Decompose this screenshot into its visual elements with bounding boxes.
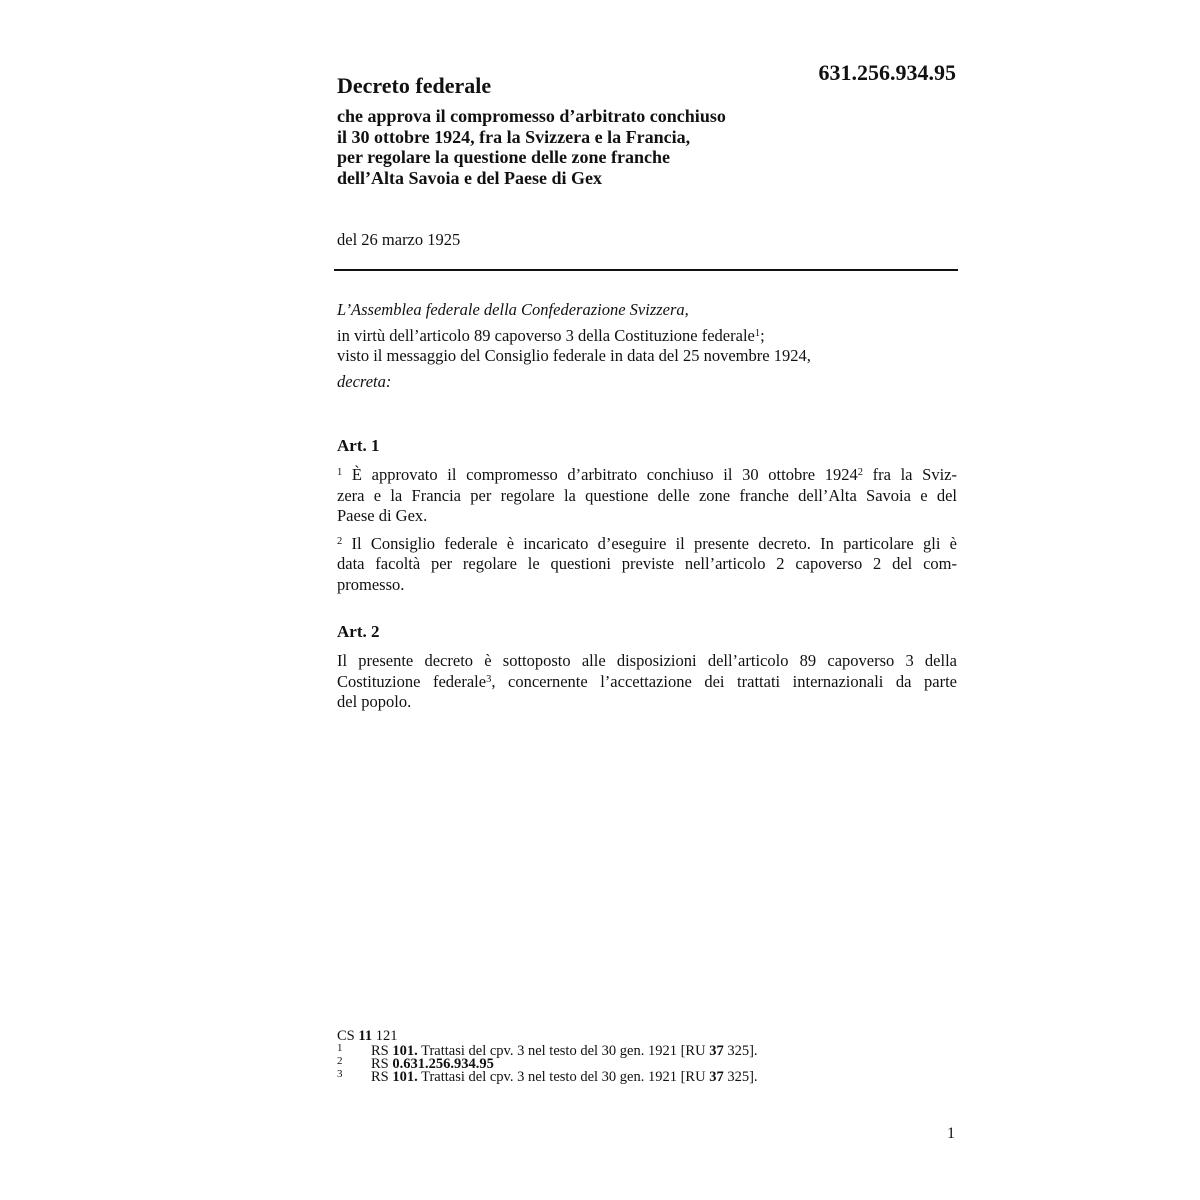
source-page: 121 (372, 1028, 398, 1044)
paragraph-line (337, 465, 957, 486)
paragraph-line: del popolo. (337, 692, 412, 711)
paragraph-number: 1 (337, 467, 343, 478)
line-text: fra la Sviz- (862, 465, 957, 484)
subtitle-line: che approva il compromesso d’arbitrato conchiuso (337, 106, 726, 126)
line-text: Costituzione federale (337, 671, 487, 691)
paragraph-line (337, 534, 957, 555)
footnote-item: 1 RS 101. Trattasi del cpv. 3 nel testo del 30 gen. 1921 [RU 37 325]. (337, 1042, 758, 1059)
article-heading: Art. 1 (337, 436, 380, 455)
document-title: Decreto federale (337, 73, 492, 98)
document-subtitle (337, 106, 726, 188)
footnote-text: 325]. (723, 1043, 758, 1059)
paragraph-line: zera e la Francia per regolare la questione delle zone franche dell’Alta Savoia e del (337, 485, 957, 505)
header-divider (334, 269, 958, 271)
preamble-decree: decreta: (337, 371, 392, 391)
paragraph-number: 2 (337, 535, 343, 547)
footnote-ref[interactable]: 2 (857, 467, 863, 478)
line-text: , concernente l’accettazione dei trattati internazionali da parte (491, 671, 957, 691)
article-1 (337, 436, 957, 602)
sr-number: 631.256.934.95 (818, 60, 956, 85)
paragraph-line: Paese di Gex. (337, 506, 428, 525)
footnote-item: 3 RS 101. Trattasi del cpv. 3 nel testo del 30 gen. 1921 [RU 37 325]. (337, 1068, 758, 1085)
footnote-prefix: RS (371, 1043, 393, 1059)
footnote-item: 2 RS 0.631.256.934.95 (337, 1055, 494, 1072)
footnote-text: Trattasi del cpv. 3 nel testo del 30 gen. 1921 [RU (417, 1043, 710, 1059)
footnote-volume: 37 (709, 1069, 724, 1085)
line-text: È approvato il compromesso d’arbitrato conchiuso il 30 ottobre 1924 (342, 465, 858, 484)
subtitle-line: dell’Alta Savoia e del Paese di Gex (337, 167, 602, 188)
document-date: del 26 marzo 1925 (337, 230, 461, 249)
subtitle-line: per regolare la questione delle zone franche (337, 147, 670, 167)
footnote-prefix: RS (371, 1069, 393, 1085)
article-paragraph (337, 465, 957, 527)
source-prefix: CS (337, 1028, 359, 1044)
article-2 (337, 622, 957, 720)
article-heading: Art. 2 (337, 622, 380, 641)
footnote-volume: 37 (709, 1043, 724, 1059)
footnote-ref[interactable]: 3 (486, 673, 492, 685)
paragraph-line: data facoltà per regolare le questioni previste nell’articolo 2 capoverso 2 del com- (337, 554, 957, 573)
footnote-ref[interactable]: 1 (754, 327, 761, 339)
preamble-basis-2: visto il messaggio del Consiglio federale in data del 25 novembre 1924, (337, 346, 811, 365)
footnote-text: Trattasi del cpv. 3 nel testo del 30 gen. 1921 [RU (417, 1069, 710, 1085)
source-volume: 11 (358, 1028, 373, 1044)
preamble-basis-1-text: in virtù dell’articolo 89 capoverso 3 della Costituzione federale (337, 325, 755, 345)
footnote-ref-number[interactable]: 101. (392, 1069, 418, 1085)
preamble-assembly: L’Assemblea federale della Confederazione Svizzera, (337, 300, 689, 319)
line-text: Il Consiglio federale è incaricato d’eseguire il presente decreto. In particolare gli è (342, 533, 957, 553)
paragraph-line: Il presente decreto è sottoposto alle disposizioni dell’articolo 89 capoverso 3 della (337, 651, 957, 670)
footnote-prefix: RS (371, 1056, 393, 1072)
preamble-basis-1 (337, 326, 957, 347)
article-paragraph (337, 651, 957, 713)
footnotes (337, 1028, 957, 1084)
page-number: 1 (947, 1125, 955, 1142)
preamble (337, 300, 957, 392)
subtitle-line: il 30 ottobre 1924, fra la Svizzera e la Francia, (337, 126, 691, 147)
paragraph-line: promesso. (337, 574, 405, 594)
paragraph-line (337, 672, 957, 693)
article-paragraph (337, 534, 957, 596)
footnote-ref-number[interactable]: 101. (392, 1043, 418, 1059)
preamble-basis-1-end: ; (760, 325, 765, 345)
footnote-ref-number[interactable]: 0.631.256.934.95 (392, 1056, 494, 1072)
footnote-text: 325]. (723, 1069, 758, 1085)
